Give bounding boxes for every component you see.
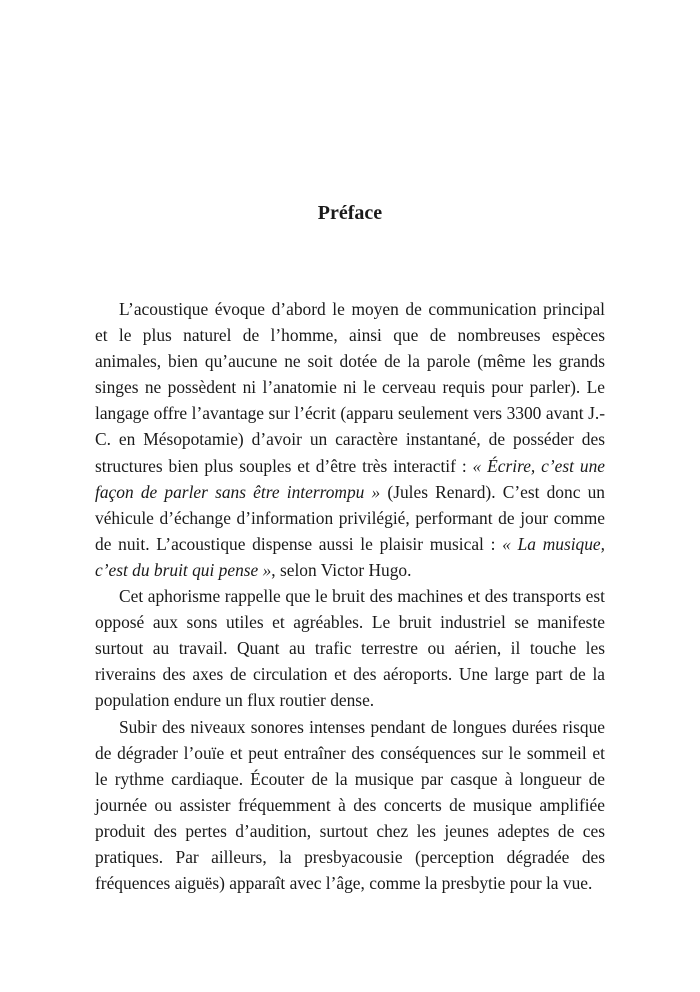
quote-victor-hugo: « La musique, c’est du bruit qui pense »: [95, 533, 605, 580]
paragraph-1-text-2: (Jules Renard). C’est donc un véhicule d’échange d’information privilégié, performant de jour comme de nuit. L’acoustique dispense aussi le plaisir musical :: [95, 481, 605, 554]
paragraph-3-text: Subir des niveaux sonores intenses pendant de longues durées risque de dégrader l’ouïe et peut entraîner des conséquences sur le sommeil et le rythme cardiaque. Écouter de la musique par casque à longueur de journée ou assister fréquemment à des concerts de musique amplifiée produit des pertes d’audition, surtout chez les jeunes adeptes de ces pratiques. Par ailleurs, la presbyacousie (perception dégradée des fréquences aiguës) apparaît avec l’âge, comme la presbytie pour la vue.: [95, 716, 605, 894]
paragraph-3: [95, 714, 605, 897]
paragraph-1-text-1: L’acoustique évoque d’abord le moyen de communication principal et le plus naturel de l’homme, ainsi que de nombreuses espèces animales, bien qu’aucune ne soit dotée de la parole (même les grands singes ne possèdent ni l’anatomie ni le cerveau requis pour parler). Le langage offre l’avantage sur l’écrit (apparu seulement vers 3300 avant J.-C. en Mésopotamie) d’avoir un caractère instantané, de posséder des structures bien plus souples et d’être très interactif :: [95, 299, 605, 476]
paragraph-1-text-3: , selon Victor Hugo.: [271, 559, 412, 580]
paragraph-1: [95, 296, 605, 583]
quote-jules-renard: « Écrire, c’est une façon de parler sans être interrompu »: [95, 455, 605, 502]
page-title: Préface: [317, 202, 383, 224]
paragraph-2-text: Cet aphorisme rappelle que le bruit des machines et des transports est opposé aux sons utiles et agréables. Le bruit industriel se manifeste surtout au travail. Quant au trafic terrestre ou aérien, il touche les riverains des axes de circulation et des aéroports. Une large part de la population endure un flux routier dense.: [95, 586, 605, 711]
paragraph-2: [95, 583, 605, 713]
preface-body: [95, 296, 605, 896]
